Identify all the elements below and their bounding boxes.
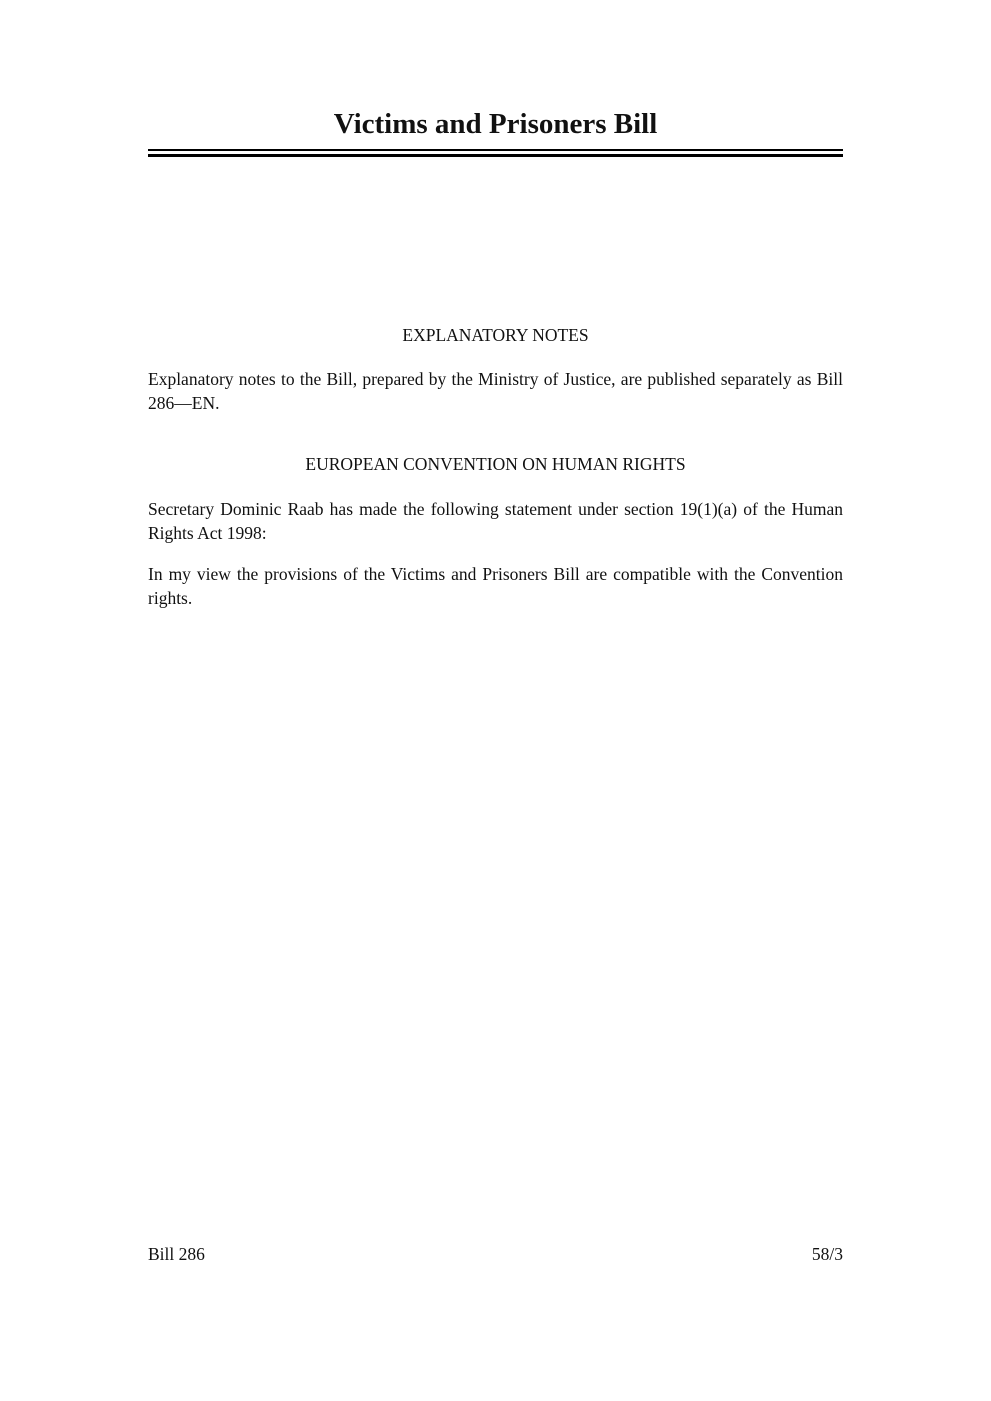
paragraph-compatibility-statement: In my view the provisions of the Victims and Prisoners Bill are compatible with the Convention rights. <box>148 564 843 608</box>
session-code: 58/3 <box>811 1244 843 1264</box>
section-heading-echr: EUROPEAN CONVENTION ON HUMAN RIGHTS <box>305 454 686 474</box>
page-footer <box>148 1243 843 1266</box>
bill-number: Bill 286 <box>148 1244 205 1264</box>
page-title: Victims and Prisoners Bill <box>333 108 658 140</box>
paragraph-echr-statement: Secretary Dominic Raab has made the following statement under section 19(1)(a) of the Human Rights Act 1998: <box>148 499 843 543</box>
section-heading-explanatory-notes: EXPLANATORY NOTES <box>402 325 589 345</box>
title-double-rule <box>148 149 843 157</box>
paragraph-explanatory-notes: Explanatory notes to the Bill, prepared by the Ministry of Justice, are published separately as Bill 286—EN. <box>148 369 843 413</box>
